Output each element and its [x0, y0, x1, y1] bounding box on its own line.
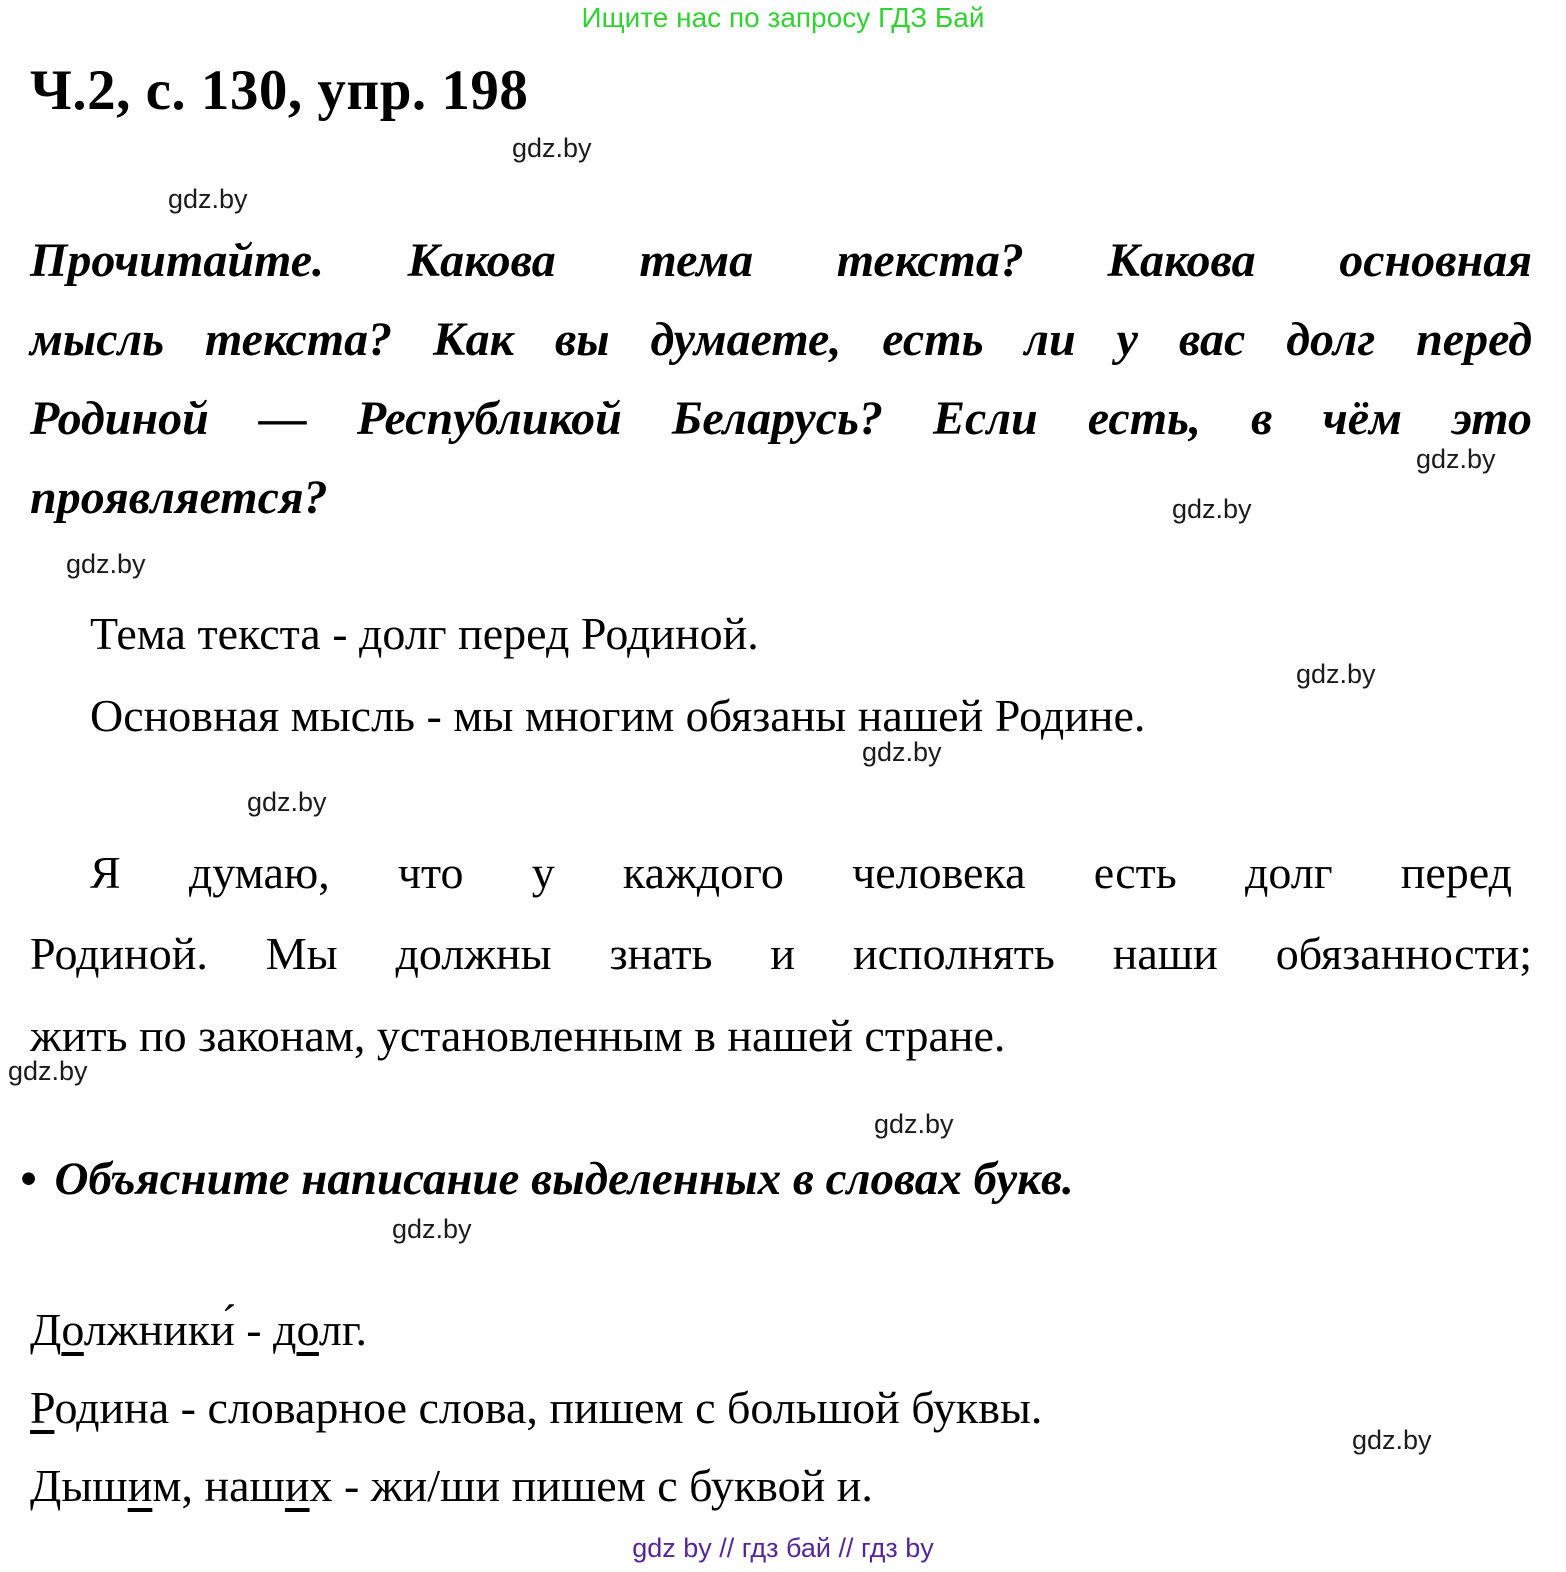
explain-2-underlined-r: Р [30, 1382, 55, 1433]
task-line-4: проявляется? [30, 471, 328, 524]
answer-main-idea: Основная мысль - мы многим обязаны нашей Родине. [90, 690, 1146, 741]
explain-1-underlined-o2: о [296, 1304, 319, 1355]
task-line-1: Прочитайте. Какова тема текста? Какова основная [30, 234, 1532, 287]
gdz-watermark: gdz.by [1172, 494, 1252, 524]
task-line-2: мысль текста? Как вы думаете, есть ли у вас долг перед [30, 313, 1532, 366]
gdz-watermark: gdz.by [168, 184, 248, 214]
bullet-marker: • [20, 1153, 37, 1205]
gdz-watermark: gdz.by [392, 1214, 472, 1244]
task-line-3: Родиной — Республикой Беларусь? Если есть, в чём это [30, 392, 1532, 445]
explain-3-underlined-i2: и [284, 1460, 310, 1511]
explain-1-underlined-o: о [61, 1304, 84, 1355]
explain-line-3 [30, 1459, 873, 1512]
gdz-watermark: gdz.by [1296, 659, 1376, 689]
explain-3-underlined-i: и [127, 1460, 153, 1511]
explain-1-mid: лжники́ - д [83, 1304, 297, 1355]
explain-line-2 [30, 1381, 1042, 1434]
promo-banner: Ищите нас по запросу ГДЗ Бай [581, 2, 985, 33]
answer-theme: Тема текста - долг перед Родиной. [90, 608, 759, 659]
explain-1-pre: Д [30, 1304, 62, 1355]
bullet-instruction [20, 1152, 1074, 1206]
explain-1-post: лг. [318, 1304, 368, 1355]
gdz-watermark: gdz.by [1352, 1425, 1432, 1455]
explain-3-post: х - жи/ши пишем с буквой и. [309, 1460, 873, 1511]
gdz-watermark: gdz.by [66, 549, 146, 579]
explain-line-1 [30, 1303, 367, 1356]
gdz-watermark: gdz.by [512, 133, 592, 163]
gdz-watermark: gdz.by [862, 737, 942, 767]
explain-3-pre: Дыш [30, 1460, 128, 1511]
gdz-watermark: gdz.by [874, 1109, 954, 1139]
gdz-watermark: gdz.by [1416, 444, 1496, 474]
gdz-watermark: gdz.by [247, 787, 327, 817]
bullet-text: Объясните написание выделенных в словах букв. [54, 1153, 1074, 1205]
page-title: Ч.2, с. 130, упр. 198 [30, 59, 529, 122]
paragraph-line-3: жить по законам, установленным в нашей стране. [30, 1010, 1006, 1061]
gdz-watermark: gdz.by [8, 1056, 88, 1086]
paragraph-line-1: Я думаю, что у каждого человека есть долг перед [90, 847, 1512, 898]
explain-3-mid: м, наш [152, 1460, 285, 1511]
explain-2-post: одина - словарное слова, пишем с большой буквы. [54, 1382, 1043, 1433]
paragraph-line-2: Родиной. Мы должны знать и исполнять наши обязанности; [30, 928, 1532, 979]
footer-sites: gdz by // гдз бай // гдз by [632, 1533, 934, 1563]
